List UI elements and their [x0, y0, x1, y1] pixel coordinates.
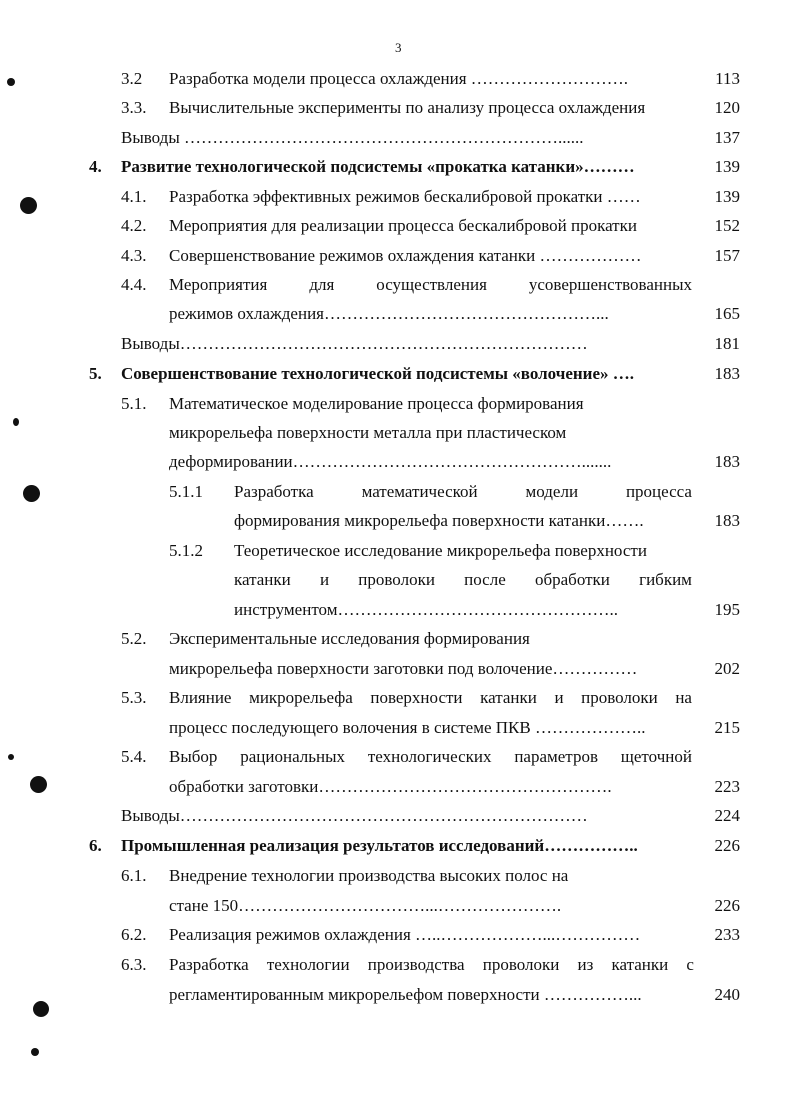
toc-entry-title-line: формирования микрорельефа поверхности катанки ……. [234, 511, 644, 530]
toc-page: 137 [714, 128, 740, 147]
toc-entry-title-line: Разработка технологии производства проволоки из катанки с [169, 955, 694, 974]
toc-number: 6.1. [121, 866, 147, 885]
toc-number: 4.2. [121, 216, 147, 235]
toc-entry-title-line: Выбор рациональных технологических параметров щеточной [169, 747, 692, 766]
toc-number: 4.4. [121, 275, 147, 294]
toc-entry-title: Вычислительные эксперименты по анализу процесса охлаждения [169, 98, 646, 117]
toc-page: 152 [714, 216, 740, 235]
toc-page: 183 [714, 364, 740, 383]
toc-page: 195 [714, 600, 740, 619]
toc-page: 165 [714, 304, 740, 323]
toc-entry-title-line: инструментом ………………………………………….. [234, 600, 618, 619]
toc-page: 202 [714, 659, 740, 678]
toc-entry-title-line: Теоретическое исследование микрорельефа поверхности [234, 541, 647, 560]
toc-conclusions: Выводы ……………………………………………………………… [121, 334, 588, 353]
toc-number: 3.2 [121, 69, 143, 88]
toc-entry-title: Реализация режимов охлаждения …..………………...…………… [169, 925, 641, 944]
toc-entry-title-line: Внедрение технологии производства высоких полос на [169, 866, 569, 885]
toc-number: 4.3. [121, 246, 147, 265]
toc-entry-title-line: Влияние микрорельефа поверхности катанки и проволоки на [169, 688, 692, 707]
toc-number: 6.3. [121, 955, 147, 974]
toc-entry-title-line: режимов охлаждения …………………………………………... [169, 304, 609, 323]
chapter-number: 5. [89, 364, 102, 383]
toc-entry-title-line: Математическое моделирование процесса формирования [169, 394, 584, 413]
toc-entry-title-line: регламентированным микрорельефом поверхности ……………... [169, 985, 642, 1004]
punch-hole [30, 776, 47, 793]
toc-entry-title-line: Мероприятия для осуществления усовершенствованных [169, 275, 692, 294]
scan-speck [8, 754, 14, 760]
toc-page: 183 [714, 452, 740, 471]
toc-page: 139 [714, 187, 740, 206]
toc-entry-title-line: микрорельефа поверхности металла при пластическом [169, 423, 567, 442]
toc-page: 120 [714, 98, 740, 117]
toc-page: 139 [714, 157, 740, 176]
toc-page: 240 [714, 985, 740, 1004]
toc-number: 5.3. [121, 688, 147, 707]
toc-entry-title-line: стане 150 ……………………………...…………………. [169, 896, 562, 915]
toc-entry-title-line: деформировании ……………………………………………....... [169, 452, 612, 471]
toc-number: 5.4. [121, 747, 147, 766]
toc-number: 5.2. [121, 629, 147, 648]
toc-page: 226 [714, 836, 740, 855]
toc-conclusions: Выводы ……………………………………………………………… [121, 806, 588, 825]
punch-hole [23, 485, 40, 502]
toc-number: 4.1. [121, 187, 147, 206]
toc-page: 223 [714, 777, 740, 796]
toc-entry-title: Разработка модели процесса охлаждения ………………………. [169, 69, 629, 88]
toc-entry-title: Разработка эффективных режимов бескалибровой прокатки …… [169, 187, 641, 206]
page-number: 3 [395, 40, 402, 55]
toc-number: 5.1.2 [169, 541, 203, 560]
toc-page: 215 [714, 718, 740, 737]
toc-entry-title: Совершенствование режимов охлаждения катанки ……………… [169, 246, 642, 265]
punch-hole [20, 197, 37, 214]
chapter-title: Совершенствование технологической подсистемы «волочение» …. [121, 364, 635, 383]
toc-number: 3.3. [121, 98, 147, 117]
chapter-number: 4. [89, 157, 102, 176]
chapter-number: 6. [89, 836, 102, 855]
toc-number: 5.1. [121, 394, 147, 413]
scan-speck [13, 418, 19, 426]
toc-entry-title-line: катанки и проволоки после обработки гибким [234, 570, 692, 589]
toc-page: 226 [714, 896, 740, 915]
punch-hole [33, 1001, 49, 1017]
toc-page: 113 [715, 69, 740, 88]
toc-page: 224 [714, 806, 740, 825]
toc-entry-title: Мероприятия для реализации процесса бескалибровой прокатки [169, 216, 637, 235]
toc-entry-title-line: обработки заготовки ……………………………………………. [169, 777, 612, 796]
toc-conclusions: Выводы …………………………………………………………...... [121, 128, 584, 147]
toc-page: 157 [714, 246, 740, 265]
toc-number: 6.2. [121, 925, 147, 944]
toc-entry-title-line: микрорельефа поверхности заготовки под волочение …………… [169, 659, 638, 678]
toc-entry-title-line: процесс последующего волочения в системе ПКВ ……………….. [169, 718, 646, 737]
toc-entry-title-line: Разработка математической модели процесса [234, 482, 692, 501]
chapter-title: Промышленная реализация результатов исследований …………….. [121, 836, 638, 855]
toc-page: 233 [714, 925, 740, 944]
toc-page: 183 [714, 511, 740, 530]
scan-speck [7, 78, 15, 86]
toc-entry-title-line: Экспериментальные исследования формирования [169, 629, 530, 648]
toc-page: 181 [714, 334, 740, 353]
chapter-title: Развитие технологической подсистемы «прокатка катанки» ……… [121, 157, 635, 176]
scan-speck [31, 1048, 39, 1056]
toc-number: 5.1.1 [169, 482, 203, 501]
